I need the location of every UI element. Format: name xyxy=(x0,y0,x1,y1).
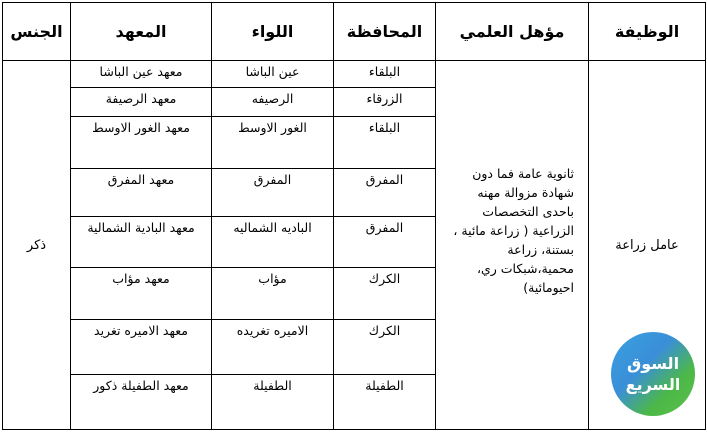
district-cell: عين الباشا xyxy=(212,61,334,88)
governorate-cell: المفرق xyxy=(334,217,436,268)
qualification-cell: ثانوية عامة فما دون شهادة مزوالة مهنه باحدى التخصصات الزراعية ( زراعة مائية ، بستنة، زراعة محمية،شبكات ري، احيومائية) xyxy=(436,61,589,430)
institute-cell: معهد الغور الاوسط xyxy=(71,117,212,169)
governorate-cell: المفرق xyxy=(334,169,436,217)
institute-cell: معهد مؤاب xyxy=(71,268,212,320)
header-governorate: المحافظة xyxy=(334,3,436,61)
gender-cell: ذكر xyxy=(3,61,71,430)
watermark-line-1: السوق xyxy=(626,354,680,373)
institute-cell: معهد الرصيفة xyxy=(71,88,212,117)
header-row xyxy=(3,3,706,61)
district-cell: المفرق xyxy=(212,169,334,217)
table-row xyxy=(3,61,706,88)
watermark-line-2: السريع xyxy=(625,375,681,394)
header-institute: المعهد xyxy=(71,3,212,61)
district-cell: الطفيلة xyxy=(212,375,334,430)
header-qualification: مؤهل العلمي xyxy=(436,3,589,61)
institute-cell: معهد المفرق xyxy=(71,169,212,217)
institute-cell: معهد الطفيلة ذكور xyxy=(71,375,212,430)
district-cell: الغور الاوسط xyxy=(212,117,334,169)
job-cell: عامل زراعة xyxy=(589,61,706,430)
governorate-cell: الكرك xyxy=(334,320,436,375)
governorate-cell: الكرك xyxy=(334,268,436,320)
jobs-table xyxy=(2,2,706,430)
district-cell: مؤاب xyxy=(212,268,334,320)
institute-cell: معهد عين الباشا xyxy=(71,61,212,88)
institute-cell: معهد البادية الشمالية xyxy=(71,217,212,268)
header-job: الوظيفة xyxy=(589,3,706,61)
governorate-cell: البلقاء xyxy=(334,61,436,88)
governorate-cell: الزرقاء xyxy=(334,88,436,117)
watermark-logo xyxy=(611,332,695,416)
district-cell: الاميره تغريده xyxy=(212,320,334,375)
institute-cell: معهد الاميره تغريد xyxy=(71,320,212,375)
district-cell: الرصيفه xyxy=(212,88,334,117)
governorate-cell: الطفيلة xyxy=(334,375,436,430)
header-district: اللواء xyxy=(212,3,334,61)
district-cell: الباديه الشماليه xyxy=(212,217,334,268)
header-gender: الجنس xyxy=(3,3,71,61)
governorate-cell: البلقاء xyxy=(334,117,436,169)
